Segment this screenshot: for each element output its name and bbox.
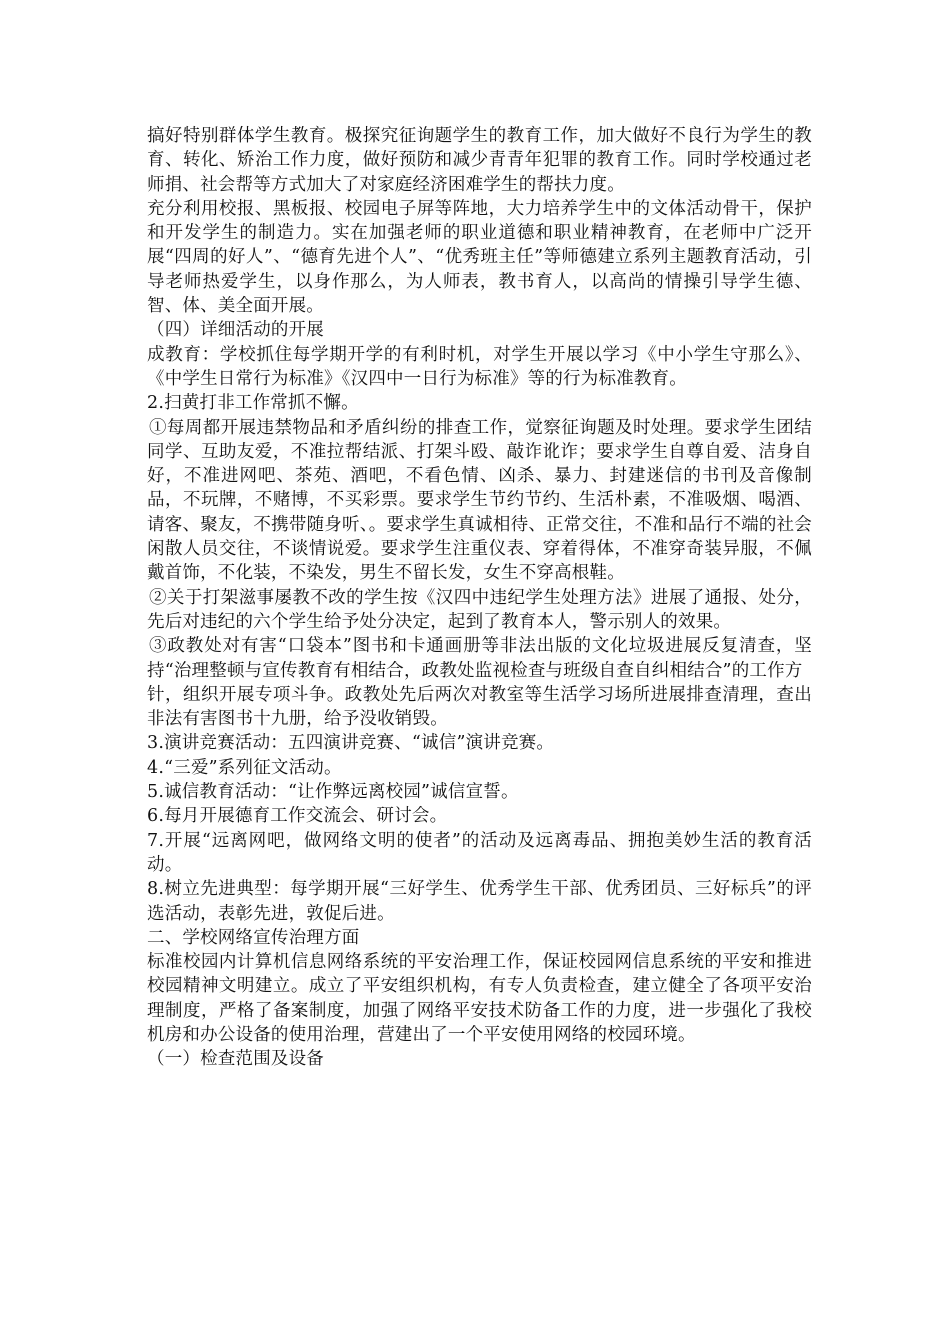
paragraph-network-security: 标准校园内计算机信息网络系统的平安治理工作，保证校园网信息系统的平安和推进校园精神文明建立。成立了平安组织机构，有专人负责检查，建立健全了各项平安治理制度，严格了备案制度，加强了网络平安技术防备工作的力度，进一步强化了我校机房和办公设备的使用治理，营建出了一个平安使用网络的校园环境。 bbox=[147, 952, 812, 1045]
paragraph-special-group-education: 搞好特别群体学生教育。极探究征询题学生的教育工作，加大做好不良行为学生的教育、转化、矫治工作力度，做好预防和减少青青年犯罪的教育工作。同时学校通过老师捐、社会帮等方式加大了对家庭经济困难学生的帮扶力度。 bbox=[147, 126, 812, 195]
list-item-role-models: 8.树立先进典型：每学期开展“三好学生、优秀学生干部、优秀团员、三好标兵”的评选活动，表彰先进，敦促后进。 bbox=[147, 879, 812, 924]
section-heading-activities: （四）详细活动的开展 bbox=[147, 320, 324, 341]
paragraph-campus-media: 充分利用校报、黑板报、校园电子屏等阵地，大力培养学生中的文体活动骨干，保护和开发学生的制造力。实在加强老师的职业道德和职业精神教育，在老师中广泛开展“四周的好人”、“德育先进个人”、“优秀班主任”等师德建立系列主题教育活动，引导老师热爱学生，以身作那么，为人师表，教书育人，以高尚的情操引导学生德、智、体、美全面开展。 bbox=[147, 198, 812, 317]
paragraph-discipline-handling: ②关于打架滋事屡教不改的学生按《汉四中违纪学生处理方法》进展了通报、处分，先后对违纪的六个学生给予处分决定，起到了教育本人，警示别人的效果。 bbox=[147, 587, 812, 632]
paragraph-weekly-inspection: ①每周都开展违禁物品和矛盾纠纷的排查工作，觉察征询题及时处理。要求学生团结同学、互助友爱，不准拉帮结派、打架斗殴、敲诈讹诈；要求学生自尊自爱、洁身自好，不准进网吧、茶苑、酒吧，不看色情、凶杀、暴力、封建迷信的书刊及音像制品，不玩牌，不赌博，不买彩票。要求学生节约节约、生活朴素，不准吸烟、喝酒、请客、聚友，不携带随身听、。要求学生真诚相待、正常交往，不准和品行不端的社会闲散人员交往，不谈情说爱。要求学生注重仪表、穿着得体，不准穿奇装异服，不佩戴首饰，不化装，不染发，男生不留长发，女生不穿高根鞋。 bbox=[147, 417, 812, 584]
section-heading-network-management: 二、学校网络宣传治理方面 bbox=[147, 927, 360, 948]
list-item-monthly-seminar: 6.每月开展德育工作交流会、研讨会。 bbox=[147, 806, 448, 827]
list-item-internet-civility: 7.开展“远离网吧，做网络文明的使者”的活动及远离毒品、拥抱美妙生活的教育活动。 bbox=[147, 830, 812, 875]
section-heading-inspection-scope: （一）检查范围及设备 bbox=[147, 1049, 324, 1070]
list-item-speech-contest: 3.演讲竞赛活动：五四演讲竞赛、“诚信”演讲竞赛。 bbox=[147, 733, 555, 754]
document-body bbox=[147, 124, 812, 1072]
list-item-anti-pornography: 2.扫黄打非工作常抓不懈。 bbox=[147, 393, 359, 414]
list-item-essay-activity: 4.“三爱”系列征文活动。 bbox=[147, 757, 342, 778]
list-item-integrity-education: 5.诚信教育活动：“让作弊远离校园”诚信宣誓。 bbox=[147, 782, 519, 803]
paragraph-pocket-books-cleanup: ③政教处对有害“口袋本”图书和卡通画册等非法出版的文化垃圾进展反复清查，坚持“治理整顿与宣传教育有相结合，政教处监视检查与班级自查自纠相结合”的工作方 bbox=[147, 636, 812, 681]
paragraph-behavior-standards: 成教育：学校抓住每学期开学的有利时机，对学生开展以学习《中小学生守那么》、《中学生日常行为标准》《汉四中一日行为标准》等的行为标准教育。 bbox=[147, 344, 812, 389]
paragraph-special-campaign: 针，组织开展专项斗争。政教处先后两次对教室等生活学习场所进展排查清理，查出非法有害图书十九册，给予没收销毁。 bbox=[147, 684, 812, 730]
